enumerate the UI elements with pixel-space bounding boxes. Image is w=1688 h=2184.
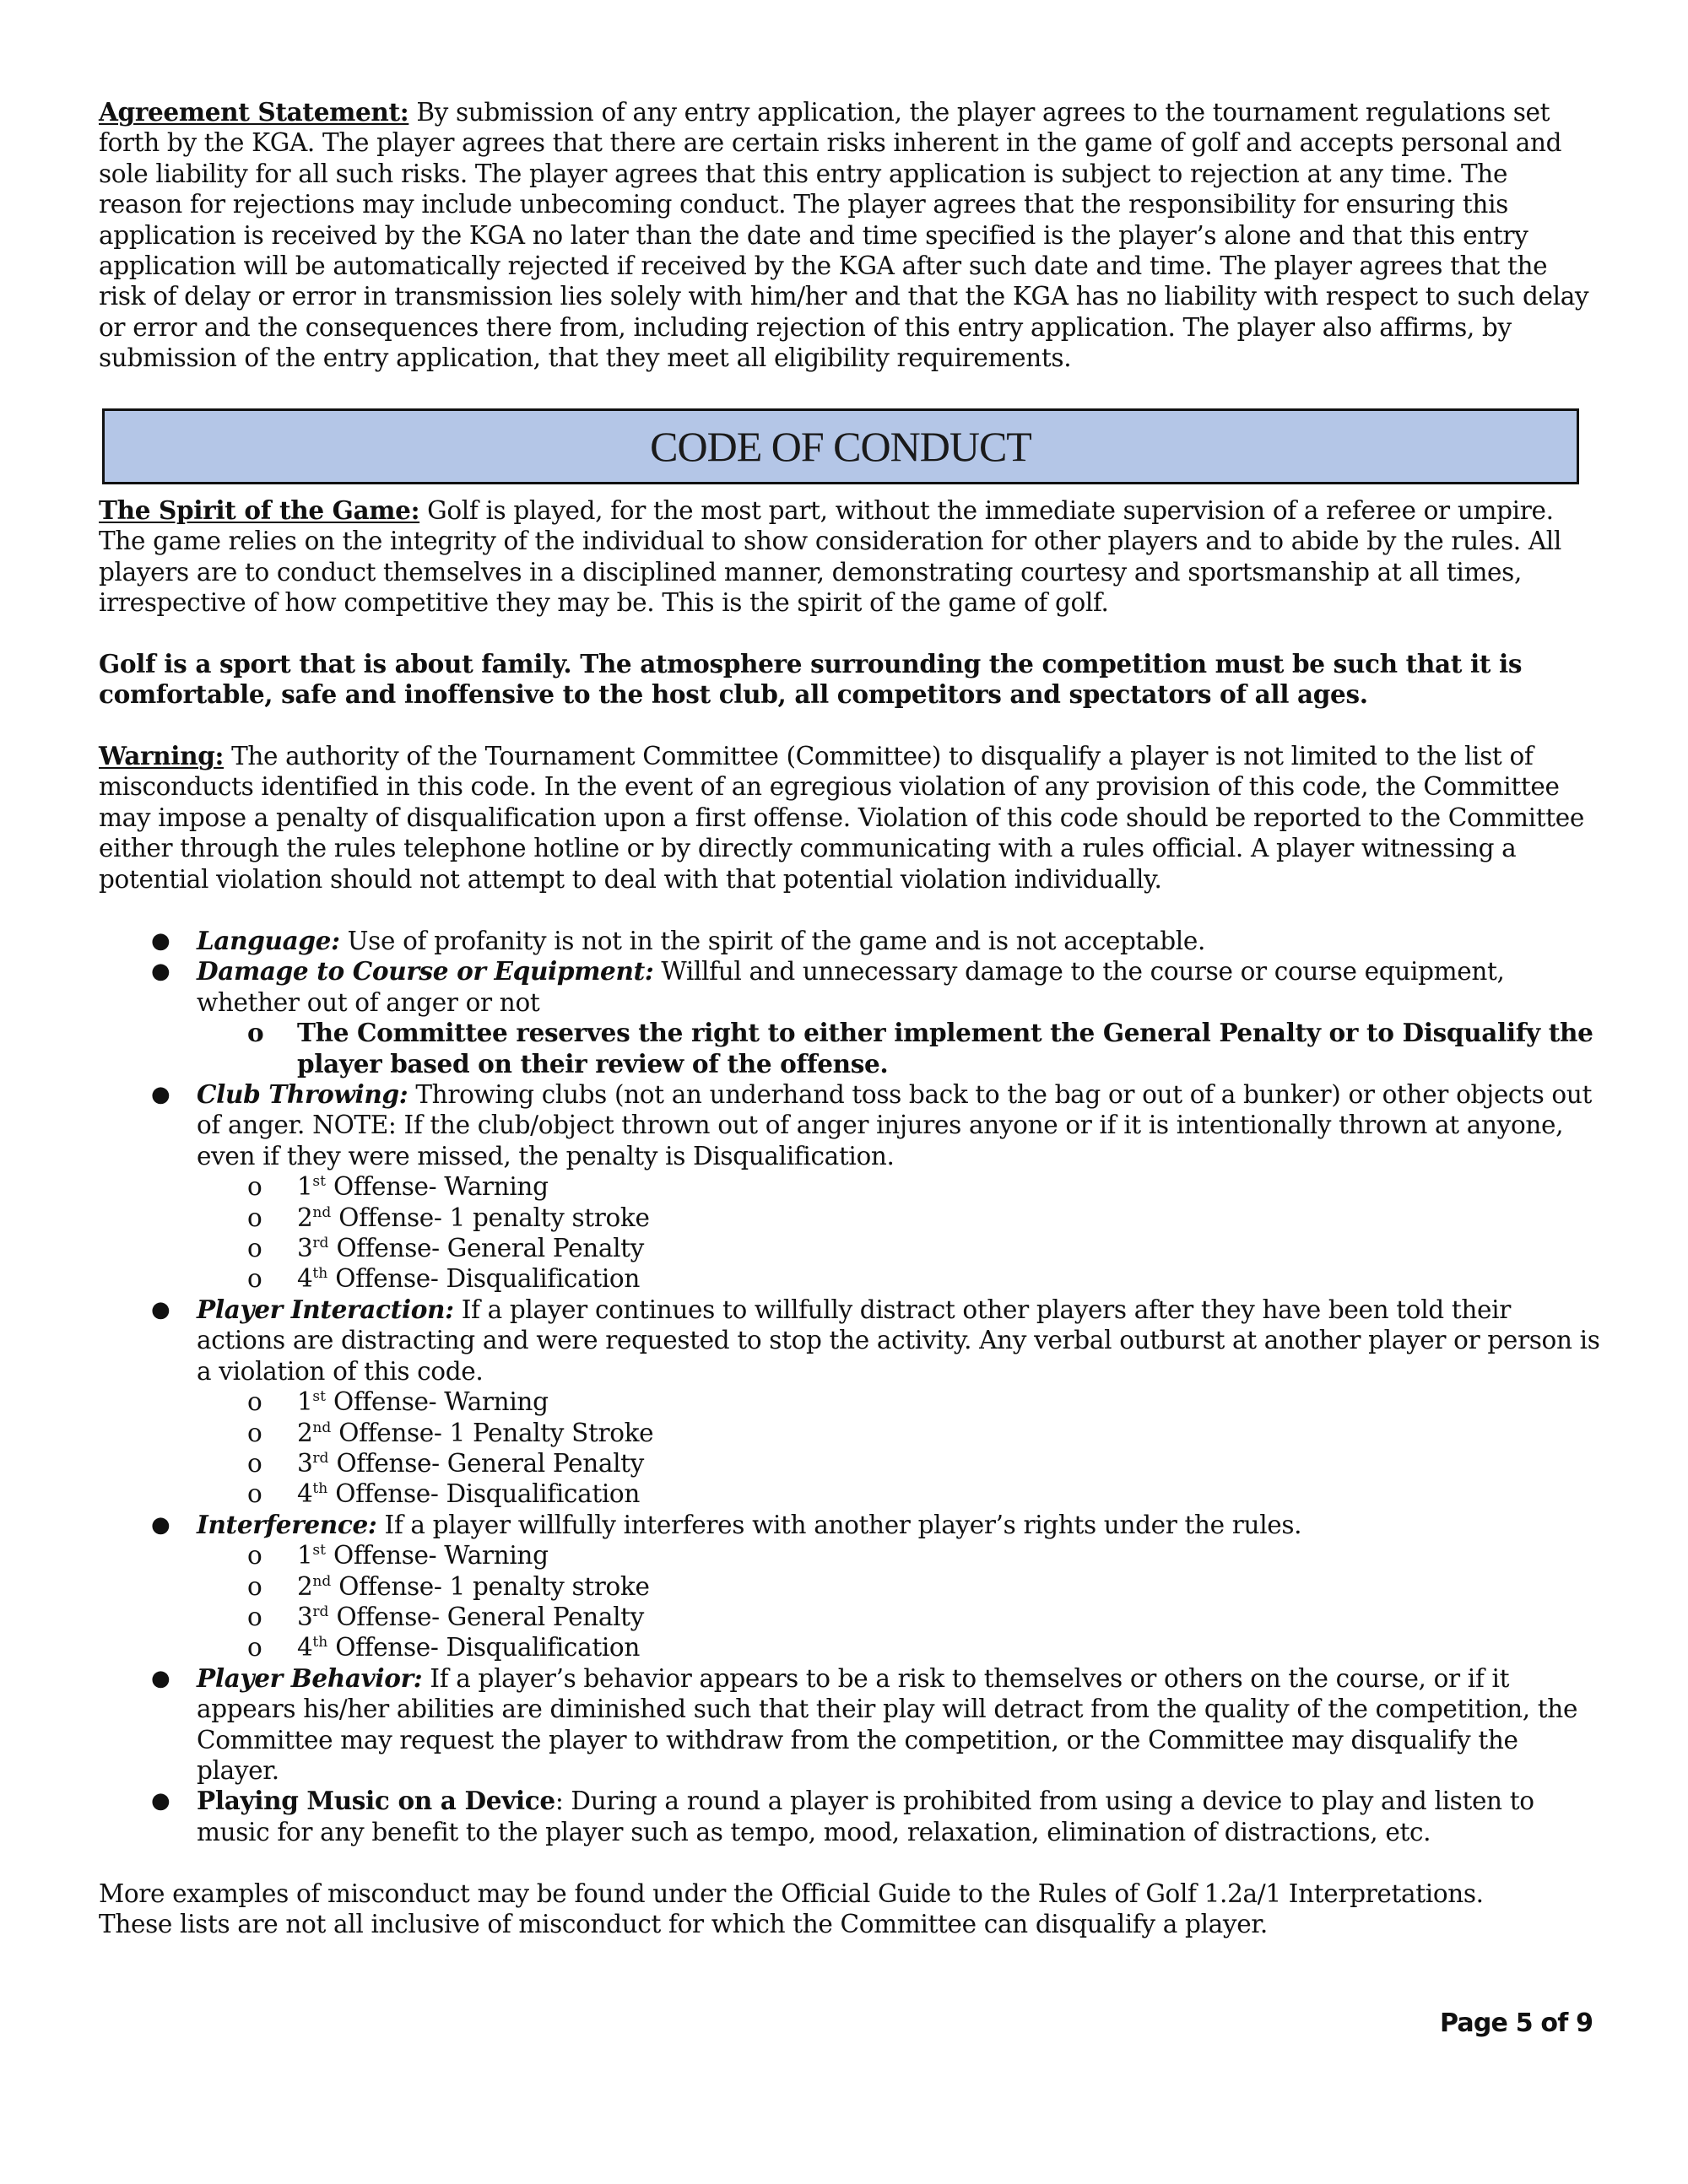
sub-bullet-icon: o	[247, 1571, 262, 1601]
offense-number: 1	[297, 1541, 313, 1570]
item-text: Willful and unnecessary damage to the course or course equipment, whether out of anger or not	[197, 957, 1505, 1017]
list-item-club-throwing	[99, 1079, 1601, 1295]
offense-text: Offense- General Penalty	[328, 1602, 644, 1631]
offense-number: 1	[297, 1387, 313, 1417]
bullet-icon: ●	[151, 1788, 170, 1814]
list-item-player-interaction	[99, 1295, 1601, 1510]
offense-number: 4	[297, 1264, 313, 1294]
list-item-interference	[99, 1510, 1601, 1663]
bullet-icon: ●	[151, 959, 170, 985]
offense-number: 3	[297, 1602, 313, 1631]
offense-item	[99, 1387, 1601, 1417]
bullet-icon: ●	[151, 1296, 170, 1322]
offense-ordinal: nd	[312, 1572, 332, 1590]
code-of-conduct-header	[102, 408, 1579, 484]
list-item-damage	[99, 956, 1601, 1079]
offense-ordinal: rd	[312, 1603, 329, 1620]
item-text: If a player continues to willfully distract other players after they have been told their actions are distracting and were requested to stop the activity. Any verbal outburst at another player or person is a violation of this code.	[197, 1295, 1600, 1386]
sub-bullet-icon: o	[247, 1018, 264, 1048]
section-title: CODE OF CONDUCT	[650, 422, 1031, 470]
offense-number: 3	[297, 1234, 313, 1263]
offense-text: Offense- Disqualification	[327, 1479, 640, 1509]
family-statement	[99, 649, 1593, 711]
item-label: Club Throwing:	[197, 1079, 408, 1110]
offense-text: Offense- Warning	[325, 1387, 549, 1417]
offense-item	[99, 1448, 1601, 1479]
offense-text: Offense- Disqualification	[327, 1633, 640, 1662]
spirit-of-the-game-paragraph	[99, 495, 1593, 619]
item-text: Throwing clubs (not an underhand toss back to the bag or out of a bunker) or other objects out of anger. NOTE: If the club/object thrown out of anger injures anyone or if it is intentionally thrown at anyone, even if they were missed, the penalty is Disqualification.	[197, 1080, 1592, 1170]
sub-bullet-icon: o	[247, 1234, 262, 1263]
sub-bullet-icon: o	[247, 1479, 262, 1509]
sub-item-text: The Committee reserves the right to either implement the General Penalty or to Disqualify the player based on their review of the offense.	[297, 1018, 1593, 1078]
offense-number: 2	[297, 1571, 313, 1601]
sub-bullet-icon: o	[247, 1418, 262, 1447]
offense-number: 1	[297, 1172, 313, 1202]
offense-item	[99, 1602, 1601, 1632]
list-item-playing-music	[99, 1786, 1601, 1847]
offense-item	[99, 1540, 1601, 1570]
sub-bullet-icon: o	[247, 1633, 262, 1662]
offense-item	[99, 1479, 1601, 1509]
misconduct-list	[99, 926, 1601, 1847]
offense-ordinal: st	[312, 1388, 326, 1406]
sub-bullet-icon: o	[247, 1203, 262, 1232]
offense-item	[99, 1171, 1601, 1202]
offense-text: Offense- Warning	[325, 1172, 549, 1202]
offense-text: Offense- 1 penalty stroke	[331, 1571, 650, 1601]
offense-text: Offense- Warning	[325, 1541, 549, 1570]
item-label: Damage to Course or Equipment:	[197, 956, 654, 987]
offense-text: Offense- 1 penalty stroke	[331, 1203, 650, 1232]
offense-ordinal: th	[312, 1480, 328, 1498]
agreement-statement-text: By submission of any entry application, the player agrees to the tournament regulations set forth by the KGA. The player agrees that there are certain risks inherent in the game of golf and accepts personal and sole liability for all such risks. The player agrees that this entry application is subject to rejection at any time. The reason for rejections may include unbecoming conduct. The player agrees that the responsibility for ensuring this application is received by the KGA no later than the date and time specified is the player’s alone and that this entry application will be automatically rejected if received by the KGA after such date and time. The player agrees that the risk of delay or error in transmission lies solely with him/her and that the KGA has no liability with respect to such delay or error and the consequences there from, including rejection of this entry application. The player also affirms, by submission of the entry application, that they meet all eligibility requirements.	[99, 98, 1589, 373]
offense-item	[99, 1263, 1601, 1294]
bullet-icon: ●	[151, 928, 170, 954]
offense-number: 4	[297, 1479, 313, 1509]
offense-number: 2	[297, 1418, 313, 1447]
offense-item	[99, 1418, 1601, 1448]
offense-ordinal: st	[312, 1173, 326, 1191]
offense-text: Offense- General Penalty	[328, 1234, 644, 1263]
sub-bullet-icon: o	[247, 1541, 262, 1570]
warning-label: Warning:	[99, 741, 225, 770]
item-text: If a player’s behavior appears to be a risk to themselves or others on the course, or if it appears his/her abilities are diminished such that their play will detract from the quality of the competition, the Committee may request the player to withdraw from the competition, or the Committee may disqualify the player.	[197, 1663, 1578, 1785]
offense-ordinal: st	[312, 1542, 326, 1560]
page-number: Page 5 of 9	[1440, 2008, 1593, 2038]
offense-number: 4	[297, 1633, 313, 1662]
sub-bullet-icon: o	[247, 1264, 262, 1294]
offense-item	[99, 1203, 1601, 1233]
sub-bullet-icon: o	[247, 1172, 262, 1202]
sub-bullet-icon: o	[247, 1387, 262, 1417]
bullet-icon: ●	[151, 1511, 170, 1538]
warning-paragraph	[99, 741, 1593, 895]
offense-ordinal: rd	[312, 1449, 329, 1467]
offense-ordinal: nd	[312, 1203, 332, 1221]
list-item-player-behavior	[99, 1663, 1601, 1787]
family-statement-text: Golf is a sport that is about family. The atmosphere surrounding the competition must be such that it is comfortable, safe and inoffensive to the host club, all competitors and spectators of all ages.	[99, 649, 1523, 710]
agreement-statement-label: Agreement Statement:	[99, 97, 409, 127]
offense-ordinal: rd	[312, 1235, 329, 1252]
spirit-label: The Spirit of the Game:	[99, 495, 420, 525]
closing-line-2: These lists are not all inclusive of misconduct for which the Committee can disqualify a player.	[99, 1910, 1268, 1939]
offense-number: 3	[297, 1448, 313, 1478]
sub-bullet-icon: o	[247, 1448, 262, 1478]
bullet-icon: ●	[151, 1082, 170, 1108]
offense-item	[99, 1632, 1601, 1662]
offense-text: Offense- Disqualification	[327, 1264, 640, 1294]
spirit-text: Golf is played, for the most part, without the immediate supervision of a referee or umpire. The game relies on the integrity of the individual to show consideration for other players and to abide by the rules. All players are to conduct themselves in a disciplined manner, demonstrating courtesy and sportsmanship at all times, irrespective of how competitive they may be. This is the spirit of the game of golf.	[99, 496, 1561, 618]
offense-text: Offense- General Penalty	[328, 1448, 644, 1478]
item-label: Playing Music on a Device	[197, 1786, 555, 1816]
item-label: Interference:	[197, 1509, 377, 1539]
agreement-statement-paragraph	[99, 97, 1593, 374]
bullet-icon: ●	[151, 1665, 170, 1691]
sub-bullet-icon: o	[247, 1602, 262, 1631]
item-label: Player Interaction:	[197, 1294, 454, 1324]
item-label: Player Behavior:	[197, 1662, 423, 1693]
closing-line-1: More examples of misconduct may be found under the Official Guide to the Rules of Golf 1.2a/1 Interpretations.	[99, 1879, 1484, 1908]
offense-item	[99, 1233, 1601, 1263]
closing-paragraph	[99, 1879, 1593, 1940]
offense-ordinal: th	[312, 1634, 328, 1652]
warning-text: The authority of the Tournament Committee (Committee) to disqualify a player is not limited to the list of misconducts identified in this code. In the event of an egregious violation of any provision of this code, the Committee may impose a penalty of disqualification upon a first offense. Violation of this code should be reported to the Committee either through the rules telephone hotline or by directly communicating with a rules official. A player witnessing a potential violation should not attempt to deal with that potential violation individually.	[99, 742, 1584, 894]
offense-ordinal: th	[312, 1265, 328, 1283]
item-text: If a player willfully interferes with another player’s rights under the rules.	[376, 1510, 1302, 1539]
item-text: Use of profanity is not in the spirit of the game and is not acceptable.	[339, 927, 1205, 955]
item-text: : During a round a player is prohibited from using a device to play and listen to music for any benefit to the player such as tempo, mood, relaxation, elimination of distractions, etc.	[197, 1787, 1534, 1846]
offense-ordinal: nd	[312, 1419, 332, 1436]
offense-item	[99, 1571, 1601, 1602]
item-label: Language:	[197, 926, 340, 955]
sub-item-committee-note	[99, 1018, 1601, 1079]
list-item-language	[99, 926, 1601, 956]
offense-number: 2	[297, 1203, 313, 1232]
offense-text: Offense- 1 Penalty Stroke	[331, 1418, 654, 1447]
